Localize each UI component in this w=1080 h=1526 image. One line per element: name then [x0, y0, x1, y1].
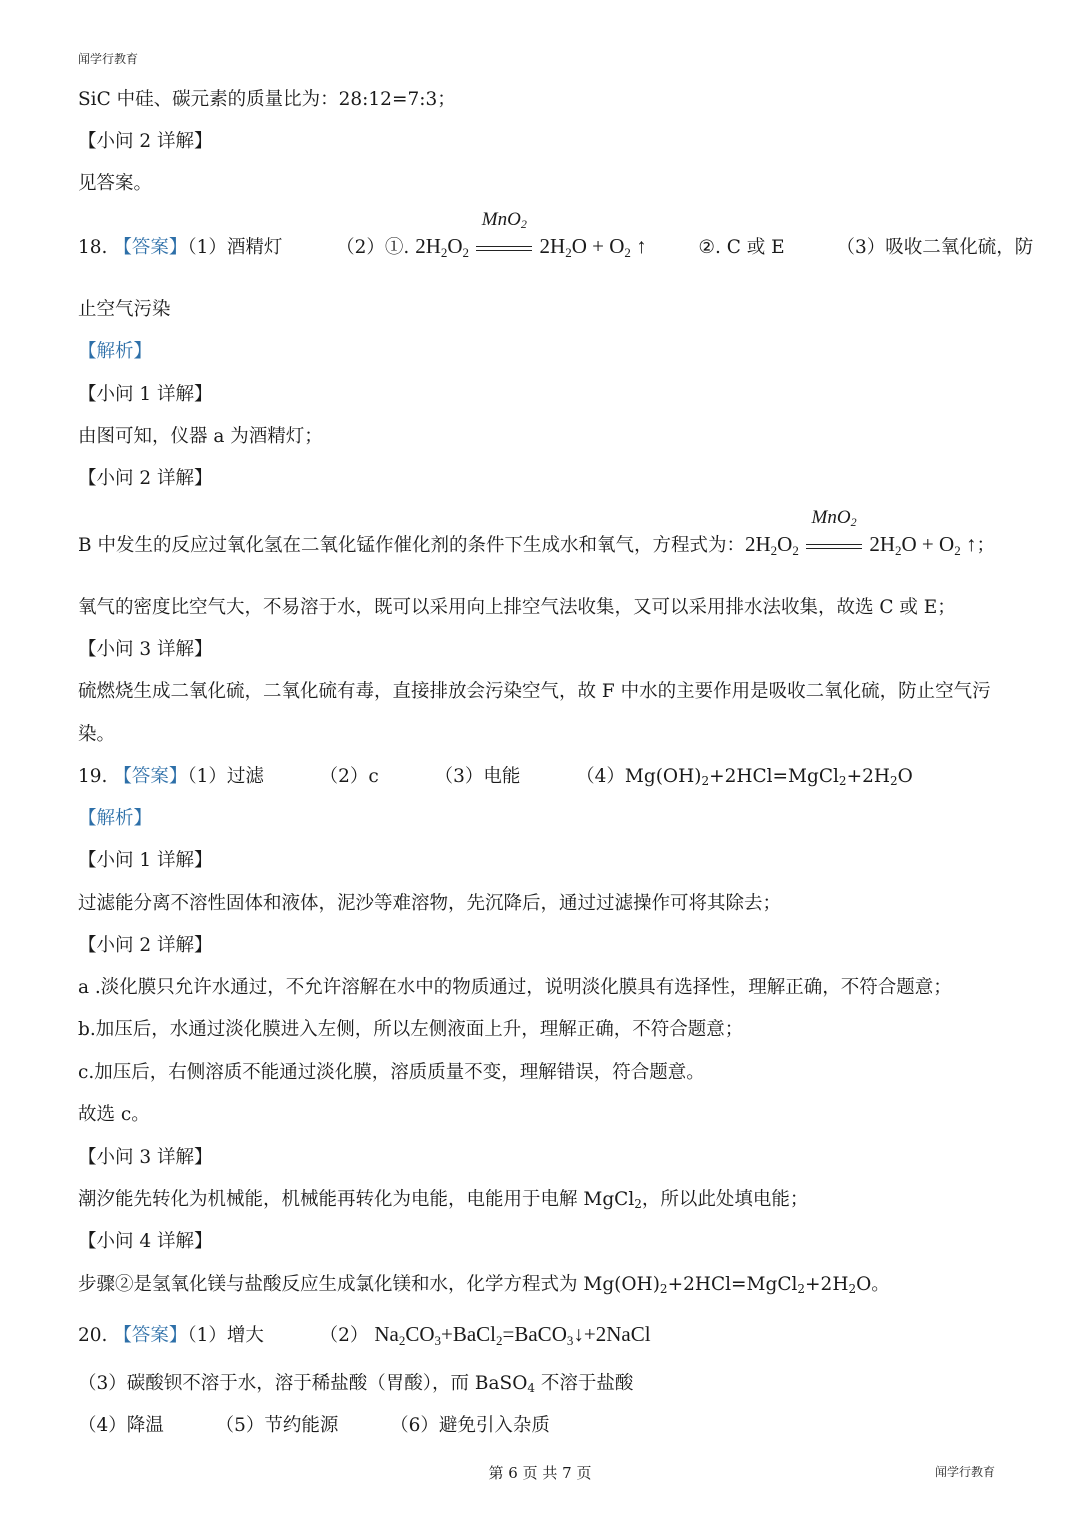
answer-part: （3）吸收二氧化硫，防 — [836, 237, 1034, 258]
text-line: 过滤能分离不溶性固体和液体，泥沙等难溶物，先沉降后，通过过滤操作可将其除去； — [78, 893, 782, 914]
question-number: 19. — [78, 766, 108, 787]
answer-part: （2） — [319, 1325, 369, 1346]
question-number: 20. — [78, 1325, 108, 1346]
text-line: b.加压后，水通过淡化膜进入左侧，所以左侧液面上升，理解正确，不符合题意； — [78, 1019, 744, 1040]
answer-part: （2）c — [319, 766, 379, 787]
answer-tag: 【答案】 — [113, 766, 188, 787]
answer-part: （2）①. — [336, 237, 410, 258]
subquestion-heading: 【小问 1 详解】 — [78, 384, 213, 405]
header-brand: 闻学行教育 — [78, 52, 139, 66]
q19-answer-line — [78, 763, 913, 795]
answer-part: （6）避免引入杂质 — [390, 1415, 550, 1436]
answer-tag: 【答案】 — [113, 1325, 188, 1346]
answer-part: （4） — [576, 766, 625, 787]
footer-brand: 闻学行教育 — [935, 1465, 996, 1479]
q18-answer-line — [78, 209, 1034, 267]
question-number: 18. — [78, 237, 108, 258]
page-number: 第 6 页 共 7 页 — [488, 1464, 592, 1482]
answer-tag: 【答案】 — [113, 237, 188, 258]
subquestion-heading: 【小问 3 详解】 — [78, 639, 213, 660]
answer-part: （1）过滤 — [187, 766, 264, 787]
subquestion-heading: 【小问 4 详解】 — [78, 1231, 213, 1252]
text: B 中发生的反应过氧化氢在二氧化锰作催化剂的条件下生成水和氧气，方程式为： — [78, 535, 745, 556]
text-line: 氧气的密度比空气大，不易溶于水，既可以采用向上排空气法收集，又可以采用排水法收集，故选 C 或 E； — [78, 597, 956, 618]
text: 不溶于盐酸 — [535, 1373, 634, 1394]
text-line: c.加压后，右侧溶质不能通过淡化膜，溶质质量不变，理解错误，符合题意。 — [78, 1062, 705, 1083]
text-line-with-equation — [78, 507, 995, 565]
equation-na2co3: $Na_2CO_3+BaCl_2=BaCO_3↓+2NaCl$ — [374, 1322, 651, 1348]
text-line: 由图可知，仪器 a 为酒精灯； — [78, 426, 323, 447]
text-line: 硫燃烧生成二氧化硫，二氧化硫有毒，直接排放会污染空气，故 F 中水的主要作用是吸收二氧化硫，防止空气污 — [78, 681, 991, 702]
text-line: 见答案。 — [78, 173, 153, 194]
text-line: SiC 中硅、碳元素的质量比为：28:12=7:3； — [78, 89, 456, 110]
subquestion-heading: 【小问 2 详解】 — [78, 935, 213, 956]
text-line: 止空气污染 — [78, 299, 171, 320]
text-line: （3）碳酸钡不溶于水，溶于稀盐酸（胃酸），而 BaSO$_4$ 不溶于盐酸 — [78, 1373, 634, 1395]
equation-h2o2: $2H_2O_2$ MnO$_2$ $2H_2O + O_2$ ↑ — [744, 507, 977, 558]
answer-part: （5）节约能源 — [215, 1415, 339, 1436]
text: （3）碳酸钡不溶于水，溶于稀盐酸（胃酸），而 — [78, 1373, 475, 1394]
text-line: a .淡化膜只允许水通过，不允许溶解在水中的物质通过，说明淡化膜具有选择性，理解正确，不符合题意； — [78, 977, 952, 998]
analysis-tag: 【解析】 — [78, 341, 153, 362]
text-line: 染。 — [78, 724, 116, 745]
text: 。 — [871, 1274, 890, 1295]
answer-part: （1）酒精灯 — [187, 237, 283, 258]
text-line: 潮汐能先转化为机械能，机械能再转化为电能，电能用于电解 MgCl$_2$，所以此处填电能； — [78, 1189, 809, 1211]
subquestion-heading: 【小问 1 详解】 — [78, 850, 213, 871]
text: 潮汐能先转化为机械能，机械能再转化为电能，电能用于电解 — [78, 1189, 584, 1210]
answer-line — [78, 1412, 550, 1440]
answer-part: ②. C 或 E — [698, 237, 785, 258]
equation-mgoh2: $Mg(OH)_2+2HCl=MgCl_2+2H_2O$ — [624, 766, 913, 788]
text: ； — [976, 535, 995, 556]
text-line: 故选 c。 — [78, 1104, 150, 1125]
answer-part: （4）降温 — [78, 1415, 164, 1436]
text: ，所以此处填电能； — [641, 1189, 809, 1210]
answer-part: （1）增大 — [187, 1325, 264, 1346]
subquestion-heading: 【小问 2 详解】 — [78, 468, 213, 489]
analysis-tag: 【解析】 — [78, 808, 153, 829]
subquestion-heading: 【小问 3 详解】 — [78, 1147, 213, 1168]
answer-part: （3）电能 — [434, 766, 521, 787]
subquestion-heading: 【小问 2 详解】 — [78, 131, 213, 152]
text: 步骤②是氢氧化镁与盐酸反应生成氯化镁和水，化学方程式为 — [78, 1274, 584, 1295]
text-line: 步骤②是氢氧化镁与盐酸反应生成氯化镁和水，化学方程式为 $Mg(OH)_2+2HCl=MgCl_2+2H_2O$。 — [78, 1274, 890, 1296]
equation-h2o2: $2H_2O_2$ MnO$_2$ $2H_2O + O_2$ ↑ — [415, 209, 647, 260]
q20-answer-line — [78, 1320, 651, 1355]
